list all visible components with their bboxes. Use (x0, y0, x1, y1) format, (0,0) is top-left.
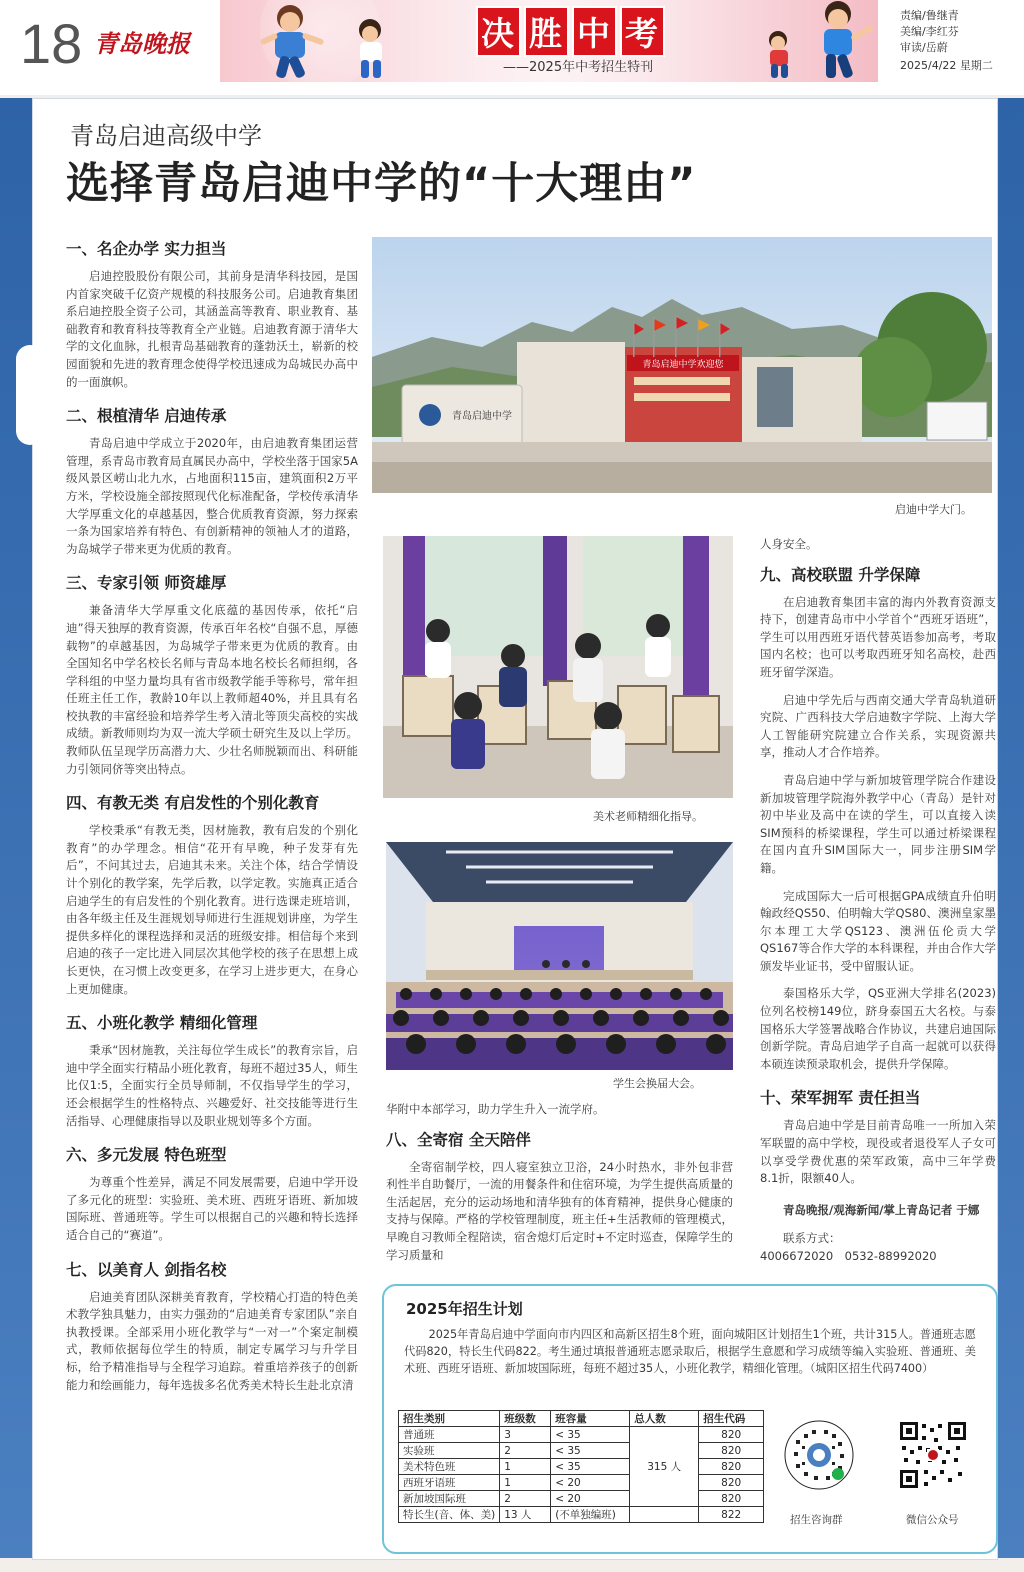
masthead (0, 0, 1024, 95)
article-column-2 (386, 1101, 733, 1281)
table-cell: 2 (500, 1443, 551, 1459)
enrollment-table (398, 1410, 764, 1523)
section-heading: 六、多元发展 特色班型 (66, 1146, 227, 1165)
article-section (760, 564, 996, 1074)
section-heading: 三、专家引领 师资雄厚 (66, 574, 227, 593)
margin-tab (16, 345, 44, 445)
section-heading: 一、名企办学 实力担当 (66, 240, 227, 258)
assembly-photo-caption: 学生会换届大会。 (613, 1077, 701, 1090)
runner-illustration-right (738, 0, 878, 82)
banner-subtitle: ——2025年中考招生特刊 (503, 60, 654, 75)
art-class-photo (383, 536, 733, 798)
section-paragraph: 学校秉承“有教无类，因材施教，教有启发的个别化教育”的办学理念。相信“花开有早晚，种子发芽有先后”，不问其过去，启迪其未来。关注个体，结合学情设计个别化的教学案，先学后教，以学定教。实施真正适合启迪学生的有启发性的个别化教育。进行选课走班培训，由各年级主任及生涯规划导师进行生涯规划讲座，为学生提供多样化的课程选择和灵活的班级安排。相信每个来到启迪的孩子一定比进入同层次其他学校的孩子在思想上成长更快，在习惯上改变更多，在学习上进步更大，在身心上更加健康。 (66, 823, 358, 996)
wechat-official-qr[interactable] (898, 1420, 968, 1490)
table-row (399, 1475, 764, 1491)
wechat-official-label: 微信公众号 (906, 1514, 959, 1526)
table-cell: < 35 (551, 1443, 630, 1459)
table-cell (630, 1507, 699, 1523)
table-cell: < 35 (551, 1427, 630, 1443)
article-kicker: 青岛启迪高级中学 (70, 122, 262, 150)
table-cell: 820 (699, 1459, 764, 1475)
table-cell: 普通班 (399, 1427, 500, 1443)
runner-illustration-left (220, 0, 420, 82)
table-cell: < 20 (551, 1475, 630, 1491)
article-column-1 (66, 238, 358, 1538)
table-row (399, 1491, 764, 1507)
special-edition-banner (220, 0, 878, 82)
gate-stone-text: 青岛启迪中学 (452, 411, 512, 422)
section-paragraph: 青岛启迪中学成立于2020年，由启迪教育集团运营管理，系青岛市教育局直属民办高中，学校坐落于国家5A级风景区崂山北九水，占地面积115亩，建筑面积2万平方米，学校设施全部按照现代化标准配备，学校传承清华大学厚重文化的卓越基因，整合优质教育资源，努力探索一条为国家培养有特色、有创新精神的领袖人才的道路，为岛城学子带来更为优质的教育。 (66, 436, 358, 556)
article-section (66, 238, 358, 391)
enrollment-text: 2025年青岛启迪中学面向市内四区和高新区招生8个班，面向城阳区计划招生1个班，共计315人。普通班志愿代码820，特长生代码822。考生通过填报普通班志愿录取后，根据学生意愿和学习成绩等编入实验班、普通班、美术班、西班牙语班、新加坡国际班，每班不超过35人，小班化教学，精细化管理。（城阳区招生代码7400） (404, 1328, 976, 1375)
section-paragraph: 泰国格乐大学，QS亚洲大学排名(2023)位列名校榜149位，跻身泰国五大名校。与泰国格乐大学签署战略合作协议，共建启迪国际创新学院。青岛启迪学子自高一起就可以获得本硕连读预录取机会，提供升学保障。 (760, 986, 996, 1071)
section-paragraph: 启迪中学先后与西南交通大学青岛轨道研究院、广西科技大学启迪数字学院、上海大学人工智能研究院建立合作关系，实现资源共享，推动人才合作培养。 (760, 692, 996, 760)
section-paragraph: 启迪美育团队深耕美育教育，学校精心打造的特色美术教学独具魅力，由实力强劲的“启迪美育专家团队”亲自执教授课。全部采用小班化教学与“一对一”个案定制模式，教师依据每位学生的特质，制定专属学习与升学目标，给予精准指导与全程学习追踪。着重培养孩子的创新能力和绘画能力，每年选拔多名优秀美术特长生赴北京清 (66, 1289, 358, 1392)
article-headline: 选择青岛启迪中学的“十大理由” (66, 159, 697, 209)
table-cell: 3 (500, 1427, 551, 1443)
section-paragraph: 为尊重个性差异，满足不同发展需要，启迪中学开设了多元化的班型：实验班、美术班、西班牙语班、新加坡国际班、普通班等。学生可以根据自己的兴趣和特长选择适合自己的“赛道”。 (66, 1175, 358, 1242)
table-cell: 822 (699, 1507, 764, 1523)
table-cell: 820 (699, 1443, 764, 1459)
section-heading: 九、高校联盟 升学保障 (760, 565, 921, 584)
table-cell: < 20 (551, 1491, 630, 1507)
section-paragraph: 完成国际大一后可根据GPA成绩直升伯明翰政经QS50、伯明翰大学QS80、澳洲皇家墨尔本理工大学QS123、澳洲伍伦贡大学QS167等合作大学的本科课程，并由合作大学颁发毕业证书，受中留服认证。 (760, 888, 996, 973)
gate-sign-text: 青岛启迪中学欢迎您 (642, 360, 724, 370)
section-heading: 四、有教无类 有启发性的个别化教育 (66, 794, 320, 813)
banner-title: 决 胜 中 考 (476, 6, 668, 57)
continued-text: 华附中本部学习，助力学生升入一流学府。 (386, 1102, 605, 1116)
table-cell: 实验班 (399, 1443, 500, 1459)
article-section (66, 405, 358, 558)
gate-photo-caption: 启迪中学大门。 (895, 503, 972, 516)
table-cell: (不单独编班) (551, 1507, 630, 1523)
art-photo-caption: 美术老师精细化指导。 (593, 810, 703, 823)
section-paragraph: 青岛启迪中学是目前青岛唯一一所加入荣军联盟的高中学校，现役或者退役军人子女可以享受学费优惠的荣军政策，高中三年学费8.1折，限额40人。 (760, 1118, 996, 1186)
enrollment-plan-box (382, 1284, 998, 1554)
table-row (399, 1459, 764, 1475)
contact-phones: 4006672020 0532-88992020 (760, 1249, 937, 1264)
section-heading: 八、全寄宿 全天陪伴 (386, 1130, 531, 1149)
right-margin-bar (996, 98, 1024, 1558)
table-cell: 820 (699, 1475, 764, 1491)
left-margin-bar (0, 98, 32, 1558)
consult-group-label: 招生咨询群 (790, 1514, 843, 1526)
section-heading: 十、荣军拥军 责任担当 (760, 1089, 921, 1108)
table-row (399, 1443, 764, 1459)
table-cell: 1 (500, 1459, 551, 1475)
page-number: 18 (20, 12, 83, 75)
total-cell: 315 人 (630, 1427, 699, 1507)
consult-group-qr[interactable] (784, 1420, 854, 1490)
table-row (399, 1427, 764, 1443)
table-cell: 13 人 (500, 1507, 551, 1523)
section-paragraph: 兼备清华大学厚重文化底蕴的基因传承，依托“启迪”得天独厚的教育资源，传承百年名校“自强不息，厚德载物”的卓越基因，为岛城学子带来更为优质的教育。由全国知名中学名校长名师与青岛本地名校长名师担纲，各学科组的中坚力量均具有省市级教学能手等称号，常年担任班主任工作，教龄10年以上教师超40%，并且具有名校执教的丰富经验和培养学生考入清北等顶尖高校的实战成绩。新教师则均为双一流大学硕士研究生及以上学历。教师队伍呈现学历高潜力大、少壮名师脱颖而出、科研能力引领同侪等突出特点。 (66, 603, 358, 776)
section-heading: 五、小班化教学 精细化管理 (66, 1014, 258, 1033)
table-cell: 美术特色班 (399, 1459, 500, 1475)
article-section (66, 792, 358, 998)
article-section (66, 1259, 358, 1395)
article-section (386, 1129, 733, 1265)
table-cell: 特长生(音、体、美) (399, 1507, 500, 1523)
table-cell: 2 (500, 1491, 551, 1507)
enrollment-title: 2025年招生计划 (406, 1300, 523, 1318)
section-heading: 二、根植清华 启迪传承 (66, 407, 227, 426)
article-section (66, 572, 358, 778)
school-gate-photo (372, 237, 992, 493)
article-section (66, 1144, 358, 1244)
section-paragraph: 青岛启迪中学与新加坡管理学院合作建设新加坡管理学院海外教学中心（青岛）是针对初中毕业及高中在读的学生，可以直接入读SIM预科的桥梁课程，学生可以通过桥梁课程在国内直升SIM国际大一，同步注册SIM学籍。 (760, 772, 996, 875)
newspaper-logo: 青岛晚报 (94, 29, 190, 58)
article-section (66, 1012, 358, 1130)
issue-date: 2025/4/22 星期二 (900, 59, 993, 72)
article-column-3 (760, 536, 996, 1276)
table-row (399, 1507, 764, 1523)
section-heading: 七、以美育人 剑指名校 (66, 1260, 227, 1279)
table-header-row: 招生类别 班级数 班容量 总人数 招生代码 (399, 1411, 764, 1427)
reporter-byline: 青岛晚报/观海新闻/掌上青岛记者 于娜 (783, 1202, 980, 1217)
editor-info: 责编/鲁继青 美编/李红芬 审读/岳蔚 2025/4/22 星期二 (900, 9, 993, 72)
article-section (760, 1087, 996, 1187)
table-cell: 新加坡国际班 (399, 1491, 500, 1507)
contact-label: 联系方式： (783, 1231, 841, 1246)
table-cell: 西班牙语班 (399, 1475, 500, 1491)
continued-text: 人身安全。 (760, 537, 818, 551)
section-paragraph: 启迪控股股份有限公司，其前身是清华科技园，是国内首家突破千亿资产规模的科技服务公司。启迪教育集团系启迪控股全资子公司，其涵盖高等教育、职业教育、基础教育和教育科技等教育全产业链。启迪教育源于清华大学的文化血脉，扎根青岛基础教育的蓬勃沃土，崭新的校园面貌和先进的教育理念使得学校迅速成为岛城民办高中的一面旗帜。 (66, 269, 358, 389)
table-cell: < 35 (551, 1459, 630, 1475)
assembly-photo (386, 842, 733, 1070)
table-cell: 820 (699, 1427, 764, 1443)
contact-info (760, 1229, 996, 1265)
section-paragraph: 全寄宿制学校，四人寝室独立卫浴，24小时热水，非外包非营利性半自助餐厅，一流的用餐条件和住宿环境，为学生提供高质量的生活起居，充分的运动场地和清华独有的体育精神，提供身心健康的支持与保障。严格的学校管理制度，班主任+生活教师的管理模式，早晚自习教师全程陪读，宿舍熄灯后定时+不定时巡查，保障学生的学习质量和 (386, 1159, 733, 1262)
table-cell: 1 (500, 1475, 551, 1491)
section-paragraph: 在启迪教育集团丰富的海内外教育资源支持下，创建青岛市中小学首个“西班牙语班”，学生可以用西班牙语代替英语参加高考，考取国内名校；也可以考取西班牙知名高校，赴西班牙留学深造。 (760, 594, 996, 679)
table-cell: 820 (699, 1491, 764, 1507)
section-paragraph: 秉承“因材施教，关注每位学生成长”的教育宗旨，启迪中学全面实行精品小班化教育，每班不超过35人，师生比仅1:5，全面实行全员导师制，不仅指导学生的学习，还会根据学生的性格特点、兴趣爱好、社交技能等进行生活指导、心理健康指导以及职业规划等多个方面。 (66, 1043, 358, 1128)
